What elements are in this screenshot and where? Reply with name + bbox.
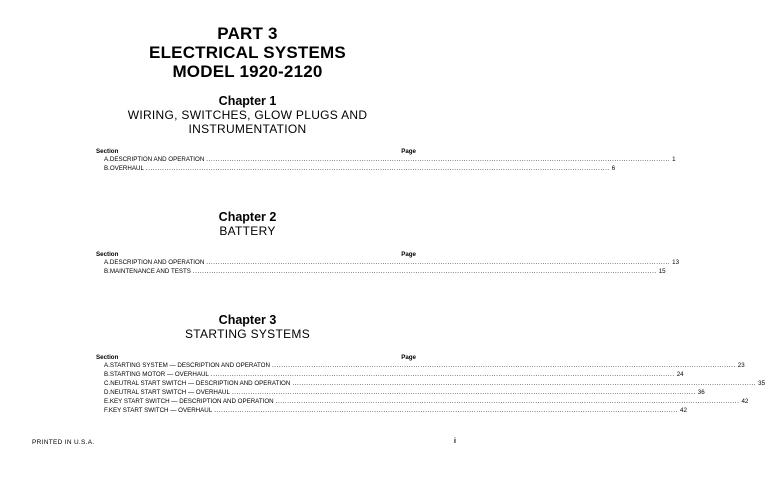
chapter-1-heading — [0, 94, 495, 136]
page-column-label: Page — [401, 148, 416, 155]
toc-page: 23 — [737, 362, 745, 369]
toc-description: NEUTRAL START SWITCH — DESCRIPTION AND OPERATION — [110, 380, 291, 387]
toc-description: MAINTENANCE AND TESTS — [109, 268, 191, 275]
printed-in-notice: PRINTED IN U.S.A. — [32, 439, 95, 446]
dot-leader: ........................................................................................................................................................................................................ — [271, 362, 736, 369]
toc-page: 35 — [758, 380, 765, 387]
chapter-number: Chapter 2 — [218, 210, 277, 224]
toc-letter: A. — [104, 156, 110, 163]
dot-leader: ........................................................................................................................................................................................................ — [145, 165, 610, 172]
chapter-3-contents — [96, 354, 765, 416]
chapter-title: WIRING, SWITCHES, GLOW PLUGS AND — [127, 108, 368, 122]
dot-leader: ........................................................................................................................................................................................................ — [214, 407, 679, 414]
document-header — [0, 24, 495, 81]
chapter-title-continued: INSTRUMENTATION — [188, 122, 307, 136]
toc-description: NEUTRAL START SWITCH — OVERHAUL — [110, 389, 230, 396]
part-title: PART 3 — [217, 24, 278, 43]
toc-letter: F. — [104, 407, 109, 414]
toc-letter: B. — [104, 165, 110, 172]
section-column-label: Section — [96, 354, 119, 361]
toc-letter: B. — [104, 371, 110, 378]
toc-row — [96, 165, 616, 174]
toc-header — [96, 148, 416, 156]
toc-row — [96, 389, 705, 398]
toc-description: OVERHAUL — [109, 165, 144, 172]
toc-page: 24 — [676, 371, 684, 378]
toc-letter: B. — [104, 268, 110, 275]
toc-description: DESCRIPTION AND OPERATION — [109, 156, 205, 163]
toc-description: STARTING MOTOR — OVERHAUL — [109, 371, 209, 378]
chapter-2-heading — [0, 210, 495, 238]
toc-row — [96, 259, 680, 268]
toc-row — [96, 371, 684, 380]
toc-page: 42 — [741, 398, 749, 405]
dot-leader: ........................................................................................................................................................................................................ — [275, 398, 740, 405]
toc-header — [96, 354, 416, 362]
chapter-3-heading — [0, 313, 495, 341]
page-column-label: Page — [401, 354, 416, 361]
toc-description: DESCRIPTION AND OPERATION — [109, 259, 205, 266]
toc-description: KEY START SWITCH — OVERHAUL — [108, 407, 213, 414]
toc-letter: D. — [104, 389, 111, 396]
page-number: i — [454, 438, 456, 445]
dot-leader: ........................................................................................................................................................................................................ — [231, 389, 696, 396]
chapter-number: Chapter 1 — [218, 94, 277, 108]
toc-row — [96, 362, 745, 371]
toc-row — [96, 380, 765, 389]
dot-leader: ........................................................................................................................................................................................................ — [206, 259, 671, 266]
toc-letter: A. — [104, 259, 110, 266]
toc-row — [96, 407, 687, 416]
toc-letter: E. — [104, 398, 110, 405]
dot-leader: ........................................................................................................................................................................................................ — [292, 380, 757, 387]
chapter-number: Chapter 3 — [218, 313, 277, 327]
chapter-1-contents — [96, 148, 676, 174]
dot-leader: ........................................................................................................................................................................................................ — [206, 156, 671, 163]
chapter-title: STARTING SYSTEMS — [184, 327, 311, 341]
toc-page: 42 — [680, 407, 687, 414]
toc-page: 6 — [611, 165, 616, 172]
toc-page: 1 — [672, 156, 676, 163]
toc-description: STARTING SYSTEM — DESCRIPTION AND OPERATON — [109, 362, 270, 369]
page-column-label: Page — [401, 251, 416, 258]
section-column-label: Section — [96, 251, 119, 258]
chapter-title: BATTERY — [219, 224, 276, 238]
dot-leader: ........................................................................................................................................................................................................ — [192, 268, 657, 275]
toc-page: 36 — [697, 389, 705, 396]
dot-leader: ........................................................................................................................................................................................................ — [210, 371, 675, 378]
section-title: ELECTRICAL SYSTEMS — [149, 43, 346, 62]
toc-page: 15 — [658, 268, 666, 275]
toc-description: KEY START SWITCH — DESCRIPTION AND OPERATION — [109, 398, 274, 405]
toc-row — [96, 268, 666, 277]
toc-letter: A. — [104, 362, 110, 369]
toc-page: 13 — [672, 259, 680, 266]
toc-header — [96, 251, 416, 259]
toc-row — [96, 156, 676, 165]
toc-row — [96, 398, 749, 407]
chapter-2-contents — [96, 251, 680, 277]
toc-letter: C. — [104, 380, 111, 387]
section-column-label: Section — [96, 148, 119, 155]
model-title: MODEL 1920-2120 — [172, 62, 323, 81]
